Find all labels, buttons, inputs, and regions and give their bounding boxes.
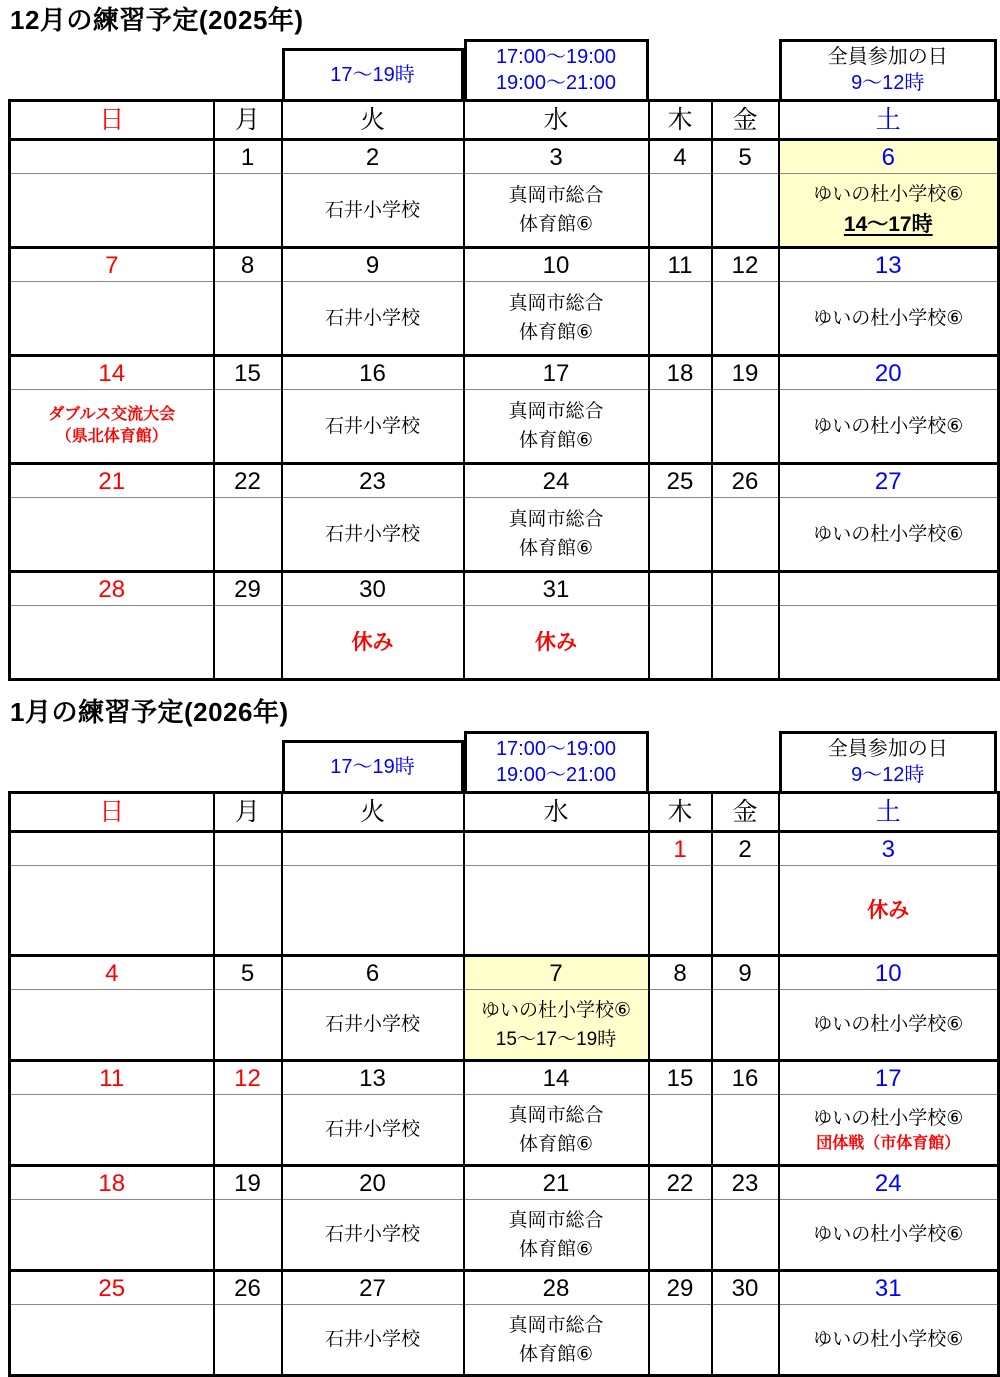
event-cell (214, 1095, 282, 1166)
weekday-header-sun: 日 (10, 793, 214, 832)
event-cell (214, 866, 282, 956)
event-cell (10, 990, 214, 1061)
date-cell: 2 (712, 832, 779, 866)
event-text: 団体戦（市体育館） (816, 1135, 961, 1152)
event-cell (214, 498, 282, 572)
event-text: 体育館⑥ (518, 1238, 594, 1260)
event-cell (282, 1305, 464, 1376)
weekday-header-mon: 月 (214, 101, 282, 140)
time-header-spacer (10, 731, 214, 791)
date-cell: 11 (10, 1061, 214, 1095)
time-header-spacer (214, 39, 282, 99)
date-cell: 8 (214, 248, 282, 282)
time-header-text: 9〜12時 (851, 764, 925, 786)
date-cell: 25 (649, 464, 712, 498)
event-cell (779, 1095, 999, 1166)
time-header-spacer (712, 39, 779, 99)
event-text: 石井小学校 (324, 523, 420, 545)
event-text: 石井小学校 (324, 1329, 420, 1350)
event-cell (282, 390, 464, 464)
time-header-text: 17〜19時 (330, 63, 415, 86)
event-text: 石井小学校 (324, 1119, 420, 1140)
event-cell (712, 1095, 779, 1166)
time-header-text: 19:00〜21:00 (495, 72, 617, 94)
date-cell: 17 (779, 1061, 999, 1095)
date-cell: 13 (779, 248, 999, 282)
event-text: ゆいの杜小学校⑥ (813, 307, 964, 329)
date-cell: 29 (214, 572, 282, 606)
event-cell (779, 606, 999, 680)
calendar-title: 12月の練習予定(2025年) (10, 5, 304, 35)
event-cell (649, 1200, 712, 1271)
event-cell (282, 990, 464, 1061)
date-cell: 2 (282, 140, 464, 174)
weekday-header-sun: 日 (10, 101, 214, 140)
event-cell (712, 1305, 779, 1376)
date-cell: 15 (649, 1061, 712, 1095)
date-cell (649, 572, 712, 606)
event-cell (712, 866, 779, 956)
event-text: 体育館⑥ (518, 538, 594, 559)
time-header-box-tue (282, 48, 464, 99)
event-text: 真岡市総合 (508, 185, 604, 206)
event-cell (10, 1305, 214, 1376)
event-text: 体育館⑥ (518, 430, 594, 451)
date-cell (214, 832, 282, 866)
date-cell: 17 (464, 356, 649, 390)
date-cell: 1 (649, 832, 712, 866)
calendar-december (8, 3, 997, 681)
event-text: 真岡市総合 (508, 401, 604, 422)
event-text: 14〜17時 (843, 213, 933, 236)
date-cell: 22 (214, 464, 282, 498)
weekday-header-wed: 水 (464, 793, 649, 832)
event-text: 休み (351, 630, 394, 654)
date-cell: 16 (282, 356, 464, 390)
date-cell: 13 (282, 1061, 464, 1095)
date-cell: 25 (10, 1271, 214, 1305)
date-cell: 30 (282, 572, 464, 606)
event-cell (712, 498, 779, 572)
date-cell: 10 (464, 248, 649, 282)
event-cell (712, 990, 779, 1061)
event-cell (464, 174, 649, 248)
weekday-header-sat: 土 (779, 101, 999, 140)
event-cell (779, 174, 999, 248)
event-cell (10, 282, 214, 356)
event-cell (712, 174, 779, 248)
date-cell: 6 (282, 956, 464, 990)
time-header-box-wed (464, 39, 649, 99)
event-cell (282, 282, 464, 356)
event-text: 真岡市総合 (508, 509, 604, 530)
time-header-tue (282, 731, 464, 791)
date-cell: 3 (464, 140, 649, 174)
time-header-tue (282, 39, 464, 99)
time-header-text: 17〜19時 (330, 755, 415, 778)
date-cell: 4 (649, 140, 712, 174)
date-cell: 23 (282, 464, 464, 498)
date-cell: 24 (779, 1166, 999, 1200)
date-cell: 16 (712, 1061, 779, 1095)
event-cell (464, 1200, 649, 1271)
date-cell: 19 (712, 356, 779, 390)
event-text: 体育館⑥ (518, 322, 594, 343)
weekday-header-thu: 木 (649, 101, 712, 140)
event-cell (214, 606, 282, 680)
date-cell: 31 (464, 572, 649, 606)
event-cell (649, 1095, 712, 1166)
event-cell (214, 282, 282, 356)
time-header-row (8, 39, 1000, 99)
event-cell (10, 606, 214, 680)
date-cell: 18 (10, 1166, 214, 1200)
event-cell (464, 866, 649, 956)
event-cell (464, 390, 649, 464)
date-cell: 20 (282, 1166, 464, 1200)
event-text: ゆいの杜小学校⑥ (813, 1014, 964, 1035)
date-cell (10, 140, 214, 174)
date-cell: 18 (649, 356, 712, 390)
date-cell: 22 (649, 1166, 712, 1200)
weekday-header-thu: 木 (649, 793, 712, 832)
date-cell (282, 832, 464, 866)
event-text: ダブルス交流大会 (48, 406, 176, 423)
event-text: 体育館⑥ (518, 1133, 594, 1155)
date-cell: 4 (10, 956, 214, 990)
event-text: 真岡市総合 (508, 293, 604, 314)
calendar-title: 1月の練習予定(2026年) (10, 697, 289, 727)
date-cell: 14 (10, 356, 214, 390)
event-cell (649, 990, 712, 1061)
event-cell (649, 866, 712, 956)
event-cell (282, 1095, 464, 1166)
weekday-header-tue: 火 (282, 101, 464, 140)
date-cell: 31 (779, 1271, 999, 1305)
date-cell: 5 (712, 140, 779, 174)
date-cell: 5 (214, 956, 282, 990)
event-cell (649, 606, 712, 680)
event-text: 休み (535, 630, 577, 654)
time-header-text: 9〜12時 (851, 72, 925, 94)
time-header-wed (464, 39, 649, 99)
event-cell (712, 390, 779, 464)
event-cell (214, 990, 282, 1061)
date-cell: 14 (464, 1061, 649, 1095)
event-cell (779, 990, 999, 1061)
event-text: 真岡市総合 (508, 1209, 604, 1231)
time-header-spacer (712, 731, 779, 791)
event-text: （県北体育館） (55, 428, 168, 445)
date-cell: 19 (214, 1166, 282, 1200)
date-cell: 7 (10, 248, 214, 282)
event-cell (10, 1095, 214, 1166)
event-cell (464, 1305, 649, 1376)
time-header-box-sat (779, 731, 998, 791)
event-text: 休み (867, 898, 910, 922)
calendar-january (8, 695, 997, 1377)
date-cell: 12 (214, 1061, 282, 1095)
date-cell: 1 (214, 140, 282, 174)
calendars-container (8, 3, 997, 1377)
event-cell (214, 1200, 282, 1271)
time-header-wed (464, 731, 649, 791)
time-header-box-wed (464, 731, 649, 791)
date-cell (779, 572, 999, 606)
event-cell (779, 390, 999, 464)
event-cell (10, 390, 214, 464)
event-text: 石井小学校 (324, 415, 420, 437)
event-text: 石井小学校 (324, 1224, 420, 1245)
date-cell: 27 (779, 464, 999, 498)
date-cell: 28 (464, 1271, 649, 1305)
event-cell (282, 174, 464, 248)
time-header-row (8, 731, 1000, 791)
date-cell: 9 (712, 956, 779, 990)
event-text: 体育館⑥ (518, 214, 594, 235)
december-calendar-table (8, 99, 1000, 681)
event-cell (10, 866, 214, 956)
event-cell (214, 1305, 282, 1376)
event-text: 石井小学校 (324, 307, 420, 329)
event-cell (214, 174, 282, 248)
date-cell: 12 (712, 248, 779, 282)
event-cell (712, 606, 779, 680)
event-cell (464, 282, 649, 356)
event-cell (214, 390, 282, 464)
event-text: ゆいの杜小学校⑥ (813, 1224, 964, 1245)
date-cell: 21 (10, 464, 214, 498)
event-text: 真岡市総合 (508, 1314, 604, 1336)
date-cell: 9 (282, 248, 464, 282)
date-cell: 20 (779, 356, 999, 390)
event-cell (464, 606, 649, 680)
date-cell: 29 (649, 1271, 712, 1305)
time-header-text: 19:00〜21:00 (495, 764, 617, 786)
weekday-header-mon: 月 (214, 793, 282, 832)
time-header-text: 17:00〜19:00 (495, 738, 617, 760)
event-cell (464, 1095, 649, 1166)
event-cell (779, 1200, 999, 1271)
date-cell (464, 832, 649, 866)
date-cell: 26 (712, 464, 779, 498)
event-cell (649, 282, 712, 356)
date-cell: 24 (464, 464, 649, 498)
event-text: ゆいの杜小学校⑥ (813, 1108, 964, 1129)
event-cell (10, 174, 214, 248)
date-cell: 27 (282, 1271, 464, 1305)
time-header-sat (779, 731, 999, 791)
event-cell (10, 498, 214, 572)
event-cell (10, 1200, 214, 1271)
date-cell: 6 (779, 140, 999, 174)
time-header-box-sat (779, 39, 998, 99)
time-header-spacer (10, 39, 214, 99)
date-cell: 21 (464, 1166, 649, 1200)
time-header-text: 17:00〜19:00 (495, 46, 617, 68)
date-cell: 26 (214, 1271, 282, 1305)
date-cell: 30 (712, 1271, 779, 1305)
event-cell (649, 498, 712, 572)
time-header-text: 全員参加の日 (827, 738, 948, 760)
date-cell: 8 (649, 956, 712, 990)
weekday-header-fri: 金 (712, 793, 779, 832)
event-cell (649, 1305, 712, 1376)
event-cell (649, 174, 712, 248)
weekday-header-tue: 火 (282, 793, 464, 832)
event-cell (712, 1200, 779, 1271)
event-cell (649, 390, 712, 464)
time-header-sat (779, 39, 999, 99)
event-cell (779, 282, 999, 356)
time-header-spacer (649, 731, 712, 791)
event-text: ゆいの杜小学校⑥ (813, 523, 964, 545)
event-cell (282, 866, 464, 956)
event-cell (282, 606, 464, 680)
time-header-box-tue (282, 740, 464, 791)
event-cell (464, 990, 649, 1061)
event-text: ゆいの杜小学校⑥ (813, 184, 964, 205)
event-text: ゆいの杜小学校⑥ (480, 999, 632, 1021)
event-cell (712, 282, 779, 356)
weekday-header-fri: 金 (712, 101, 779, 140)
event-cell (779, 498, 999, 572)
event-text: 石井小学校 (324, 199, 420, 221)
time-header-spacer (649, 39, 712, 99)
date-cell: 11 (649, 248, 712, 282)
event-text: 真岡市総合 (508, 1104, 604, 1126)
january-calendar-table (8, 791, 1000, 1377)
event-cell (779, 866, 999, 956)
event-text: ゆいの杜小学校⑥ (813, 415, 964, 437)
event-cell (464, 498, 649, 572)
date-cell (712, 572, 779, 606)
time-header-spacer (214, 731, 282, 791)
weekday-header-sat: 土 (779, 793, 999, 832)
event-text: 体育館⑥ (518, 1343, 594, 1365)
event-text: ゆいの杜小学校⑥ (813, 1329, 964, 1350)
weekday-header-wed: 水 (464, 101, 649, 140)
event-cell (282, 1200, 464, 1271)
date-cell: 28 (10, 572, 214, 606)
event-cell (282, 498, 464, 572)
date-cell: 10 (779, 956, 999, 990)
event-cell (779, 1305, 999, 1376)
event-text: 15〜17〜19時 (495, 1028, 617, 1050)
time-header-text: 全員参加の日 (827, 46, 948, 68)
date-cell (10, 832, 214, 866)
event-text: 石井小学校 (324, 1014, 420, 1035)
date-cell: 7 (464, 956, 649, 990)
date-cell: 15 (214, 356, 282, 390)
date-cell: 3 (779, 832, 999, 866)
date-cell: 23 (712, 1166, 779, 1200)
